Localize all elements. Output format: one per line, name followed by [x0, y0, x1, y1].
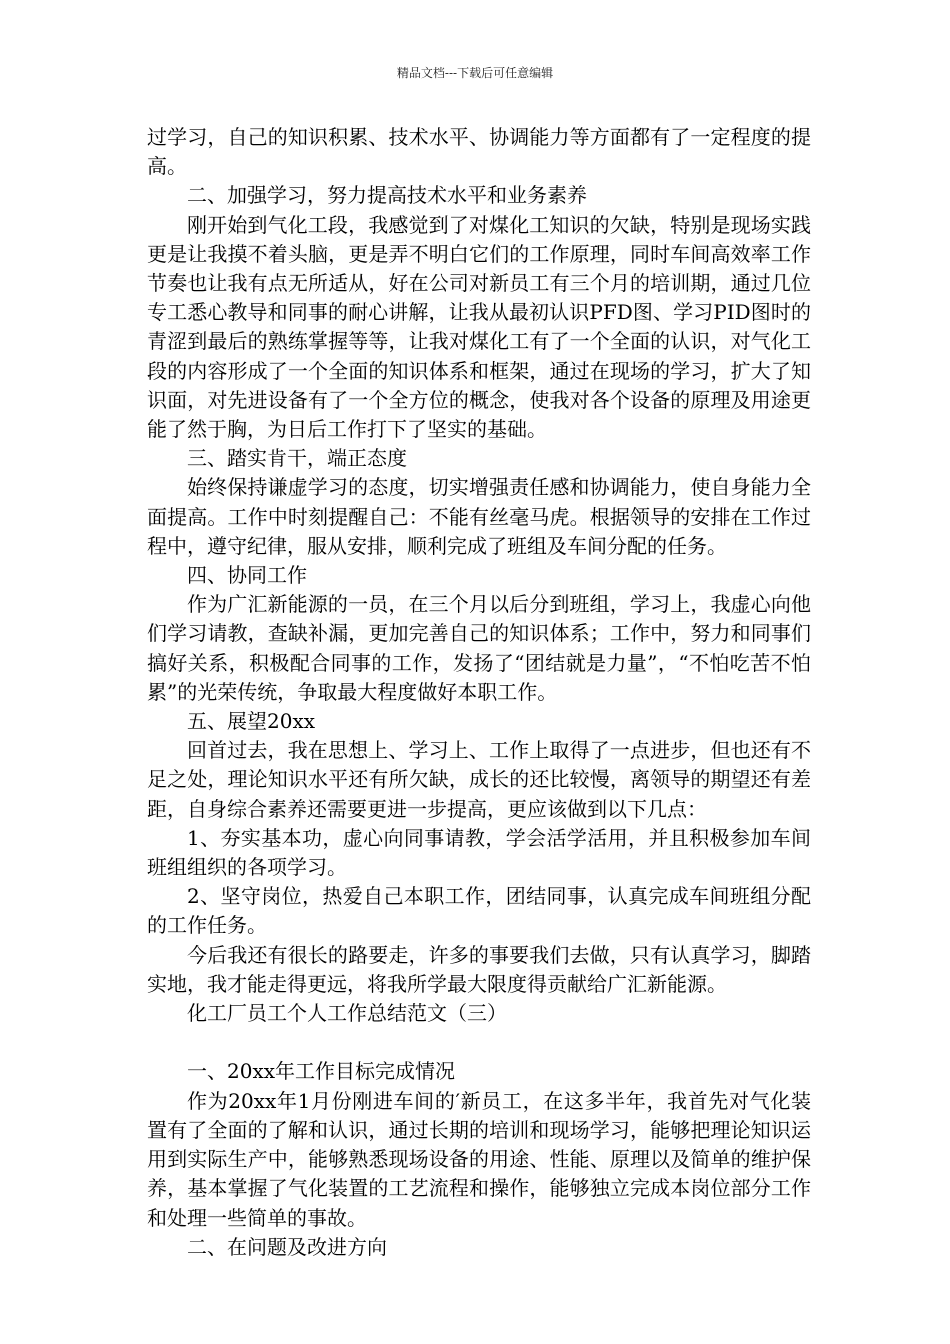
section-heading: 五、展望20xx: [187, 709, 316, 734]
blank-line: [147, 1028, 811, 1057]
section-heading: 三、踏实肯干，端正态度: [187, 446, 407, 471]
section-heading: 四、协同工作: [187, 563, 307, 588]
paragraph: 作为广汇新能源的一员，在三个月以后分到班组，学习上，我虚心向他们学习请教，查缺补漏，更加完善自己的知识体系；工作中，努力和同事们搞好关系，积极配合同事的工作，发扬了“团结就是力量”，“不怕吃苦不怕累”的光荣传统，争取最大程度做好本职工作。: [147, 592, 811, 704]
paragraph-continued: 过学习，自己的知识积累、技术水平、协调能力等方面都有了一定程度的提高。: [147, 125, 811, 179]
paragraph: 今后我还有很长的路要走，许多的事要我们去做，只有认真学习，脚踏实地，我才能走得更远，将我所学最大限度得贡献给广汇新能源。: [147, 942, 811, 996]
paragraph: 刚开始到气化工段，我感觉到了对煤化工知识的欠缺，特别是现场实践更是让我摸不着头脑，更是弄不明白它们的工作原理，同时车间高效率工作节奏也让我有点无所适从，好在公司对新员工有三个月的培训期，通过几位专工悉心教导和同事的耐心讲解，让我从最初认识PFD图、学习PID图时的青涩到最后的熟练掌握等等，让我对煤化工有了一个全面的认识，对气化工段的内容形成了一个全面的知识体系和框架，通过在现场的学习，扩大了知识面，对先进设备有了一个全方位的概念，使我对各个设备的原理及用途更能了然于胸，为日后工作打下了坚实的基础。: [147, 212, 811, 442]
paragraph: 作为20xx年1月份刚进车间的′新员工，在这多半年，我首先对气化装置有了全面的了解和认识，通过长期的培训和现场学习，能够把理论知识运用到实际生产中，能够熟悉现场设备的用途、性能、原理以及简单的维护保养，基本掌握了气化装置的工艺流程和操作，能够独立完成本岗位部分工作和处理一些简单的事故。: [147, 1088, 811, 1230]
paragraph: 始终保持谦虚学习的态度，切实增强责任感和协调能力，使自身能力全面提高。工作中时刻提醒自己：不能有丝毫马虎。根据领导的安排在工作过程中，遵守纪律，服从安排，顺利完成了班组及车间分配的任务。: [147, 475, 811, 558]
list-item: 1、夯实基本功，虚心向同事请教，学会活学活用，并且积极参加车间班组组织的各项学习。: [147, 825, 811, 880]
section-heading: 二、加强学习，努力提高技术水平和业务素养: [187, 183, 587, 208]
paragraph: 回首过去，我在思想上、学习上、工作上取得了一点进步，但也还有不足之处，理论知识水平还有所欠缺，成长的还比较慢，离领导的期望还有差距，自身综合素养还需要更进一步提高，更应该做到以下几点：: [147, 738, 811, 821]
list-item: 2、坚守岗位，热爱自己本职工作，团结同事，认真完成车间班组分配的工作任务。: [147, 884, 811, 938]
document-body: [147, 123, 811, 1262]
section-heading: 一、20xx年工作目标完成情况: [187, 1059, 456, 1084]
section-heading: 二、在问题及改进方向: [187, 1234, 387, 1259]
document-title: 化工厂员工个人工作总结范文（三）: [187, 1001, 507, 1026]
page-header: 精品文档---下载后可任意编辑: [396, 66, 554, 80]
